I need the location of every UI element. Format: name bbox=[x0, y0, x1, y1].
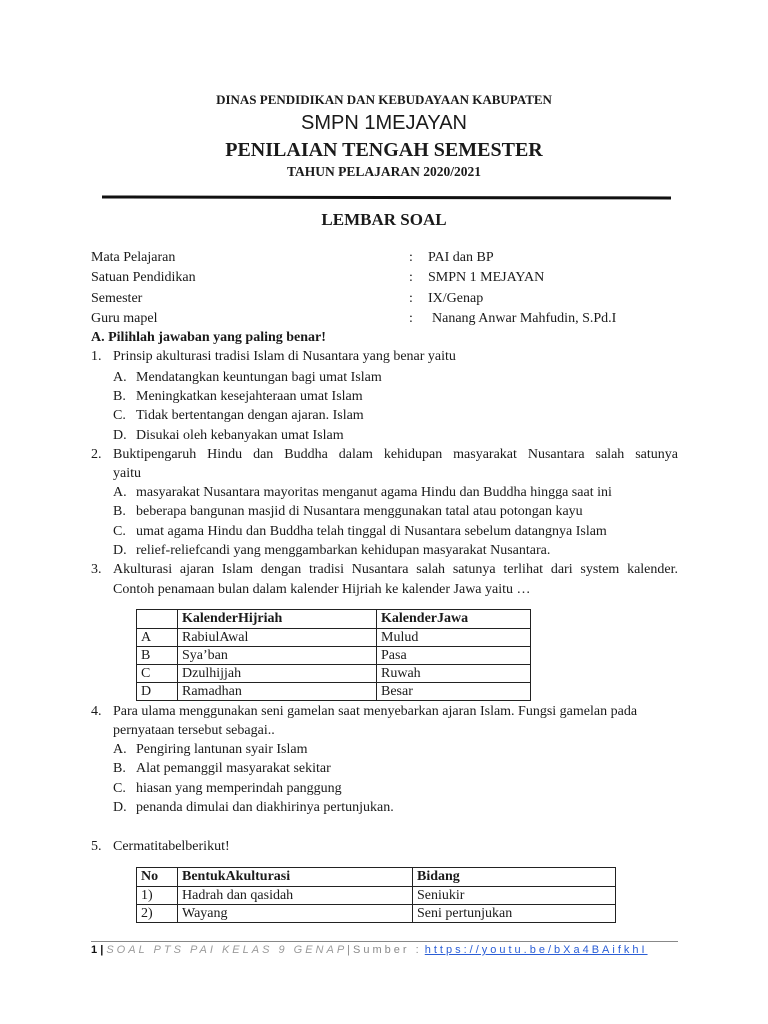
option-text: penanda dimulai dan diakhirinya pertunjukan. bbox=[136, 800, 394, 815]
option-letter: A. bbox=[113, 485, 127, 500]
table-row bbox=[137, 665, 531, 683]
option-text: Alat pemanggil masyarakat sekitar bbox=[136, 761, 331, 776]
sheet-title: LEMBAR SOAL bbox=[321, 210, 447, 229]
option-text: beberapa bangunan masjid di Nusantara menggunakan tatal atau potongan kayu bbox=[136, 504, 583, 519]
table-header-row bbox=[137, 868, 616, 887]
option-text: Mendatangkan keuntungan bagi umat Islam bbox=[136, 370, 382, 385]
table-cell: D bbox=[137, 683, 178, 701]
table-row bbox=[137, 905, 616, 923]
info-colon: : bbox=[409, 270, 413, 285]
table-cell: B bbox=[137, 647, 178, 665]
table-row bbox=[137, 647, 531, 665]
info-label: Semester bbox=[91, 291, 143, 306]
option-text: Disukai oleh kebanyakan umat Islam bbox=[136, 428, 344, 443]
table-cell: 2) bbox=[137, 905, 178, 923]
question-text: pernyataan tersebut sebagai.. bbox=[113, 723, 275, 738]
question-text: Para ulama menggunakan seni gamelan saat menyebarkan ajaran Islam. Fungsi gamelan pada bbox=[113, 704, 638, 719]
option-text: Pengiring lantunan syair Islam bbox=[136, 742, 308, 757]
table-header-row bbox=[137, 610, 531, 629]
question-number: 4. bbox=[91, 704, 102, 719]
option-text: hiasan yang memperindah panggung bbox=[136, 781, 342, 796]
exam-title: PENILAIAN TENGAH SEMESTER bbox=[225, 139, 543, 161]
question-number: 2. bbox=[91, 447, 102, 462]
acculturation-table bbox=[136, 867, 616, 923]
question-text: Prinsip akulturasi tradisi Islam di Nusantara yang benar yaitu bbox=[113, 349, 456, 364]
info-colon: : bbox=[409, 250, 413, 265]
table-header: No bbox=[137, 868, 178, 887]
option-letter: B. bbox=[113, 761, 126, 776]
table-cell: Wayang bbox=[178, 905, 413, 923]
table-header: KalenderHijriah bbox=[178, 610, 377, 629]
table-row bbox=[137, 683, 531, 701]
footer-source-link[interactable]: https://youtu.be/bXa4BAifkhI bbox=[424, 944, 648, 956]
footer-separator: | bbox=[100, 944, 104, 956]
question-text: Akulturasi ajaran Islam dengan tradisi Nusantara salah satunya terlihat dari system kalender. bbox=[113, 562, 678, 577]
option-text: masyarakat Nusantara mayoritas menganut agama Hindu dan Buddha hingga saat ini bbox=[136, 485, 612, 500]
table-header: BentukAkulturasi bbox=[178, 868, 413, 887]
footer-divider bbox=[91, 941, 678, 942]
info-value: SMPN 1 MEJAYAN bbox=[428, 270, 545, 285]
question-text: Contoh penamaan bulan dalam kalender Hijriah ke kalender Jawa yaitu … bbox=[113, 582, 531, 597]
option-letter: B. bbox=[113, 389, 126, 404]
option-text: Meningkatkan kesejahteraan umat Islam bbox=[136, 389, 363, 404]
option-letter: C. bbox=[113, 781, 126, 796]
question-number: 1. bbox=[91, 349, 102, 364]
option-text: relief-reliefcandi yang menggambarkan kehidupan masyarakat Nusantara. bbox=[136, 543, 551, 558]
school-name: SMPN 1MEJAYAN bbox=[301, 112, 467, 134]
table-cell: Sya’ban bbox=[178, 647, 377, 665]
footer-title: SOAL PTS PAI KELAS 9 GENAP bbox=[106, 944, 348, 956]
section-instruction: A. Pilihlah jawaban yang paling benar! bbox=[91, 330, 326, 345]
footer-source-label: |Sumber : bbox=[347, 944, 422, 956]
question-text: Buktipengaruh Hindu dan Buddha dalam kehidupan masyarakat Nusantara salah satunya bbox=[113, 447, 678, 462]
info-value: IX/Genap bbox=[428, 291, 484, 306]
info-label: Satuan Pendidikan bbox=[91, 270, 196, 285]
table-header: KalenderJawa bbox=[377, 610, 531, 629]
table-cell: RabiulAwal bbox=[178, 629, 377, 647]
table-cell: A bbox=[137, 629, 178, 647]
page-number: 1 bbox=[91, 944, 98, 956]
info-label: Guru mapel bbox=[91, 311, 158, 326]
table-cell: Mulud bbox=[377, 629, 531, 647]
question-text: yaitu bbox=[113, 466, 141, 481]
table-cell: Besar bbox=[377, 683, 531, 701]
header-divider bbox=[102, 196, 671, 200]
question-number: 5. bbox=[91, 839, 102, 854]
info-colon: : bbox=[409, 291, 413, 306]
question-number: 3. bbox=[91, 562, 102, 577]
table-cell: Dzulhijjah bbox=[178, 665, 377, 683]
table-cell: Seni pertunjukan bbox=[413, 905, 616, 923]
option-letter: B. bbox=[113, 504, 126, 519]
table-header: Bidang bbox=[413, 868, 616, 887]
table-cell: Pasa bbox=[377, 647, 531, 665]
option-letter: A. bbox=[113, 370, 127, 385]
table-cell: Ruwah bbox=[377, 665, 531, 683]
option-letter: D. bbox=[113, 543, 127, 558]
table-cell: 1) bbox=[137, 887, 178, 905]
option-letter: A. bbox=[113, 742, 127, 757]
info-colon: : bbox=[409, 311, 413, 326]
info-value: PAI dan BP bbox=[428, 250, 494, 265]
info-label: Mata Pelajaran bbox=[91, 250, 176, 265]
school-year: TAHUN PELAJARAN 2020/2021 bbox=[286, 164, 481, 179]
table-cell: Ramadhan bbox=[178, 683, 377, 701]
info-value: Nanang Anwar Mahfudin, S.Pd.I bbox=[432, 311, 617, 326]
page-footer bbox=[91, 944, 648, 956]
table-header bbox=[137, 610, 178, 629]
option-letter: D. bbox=[113, 428, 127, 443]
table-row bbox=[137, 887, 616, 905]
table-cell: C bbox=[137, 665, 178, 683]
table-cell: Seniukir bbox=[413, 887, 616, 905]
agency-heading: DINAS PENDIDIKAN DAN KEBUDAYAAN KABUPATEN bbox=[216, 92, 552, 107]
table-cell: Hadrah dan qasidah bbox=[178, 887, 413, 905]
table-row bbox=[137, 629, 531, 647]
option-letter: C. bbox=[113, 524, 126, 539]
calendar-table bbox=[136, 609, 531, 701]
option-letter: D. bbox=[113, 800, 127, 815]
option-text: umat agama Hindu dan Buddha telah tinggal di Nusantara sebelum datangnya Islam bbox=[136, 524, 607, 539]
option-text: Tidak bertentangan dengan ajaran. Islam bbox=[136, 408, 364, 423]
option-letter: C. bbox=[113, 408, 126, 423]
question-text: Cermatitabelberikut! bbox=[113, 839, 230, 854]
